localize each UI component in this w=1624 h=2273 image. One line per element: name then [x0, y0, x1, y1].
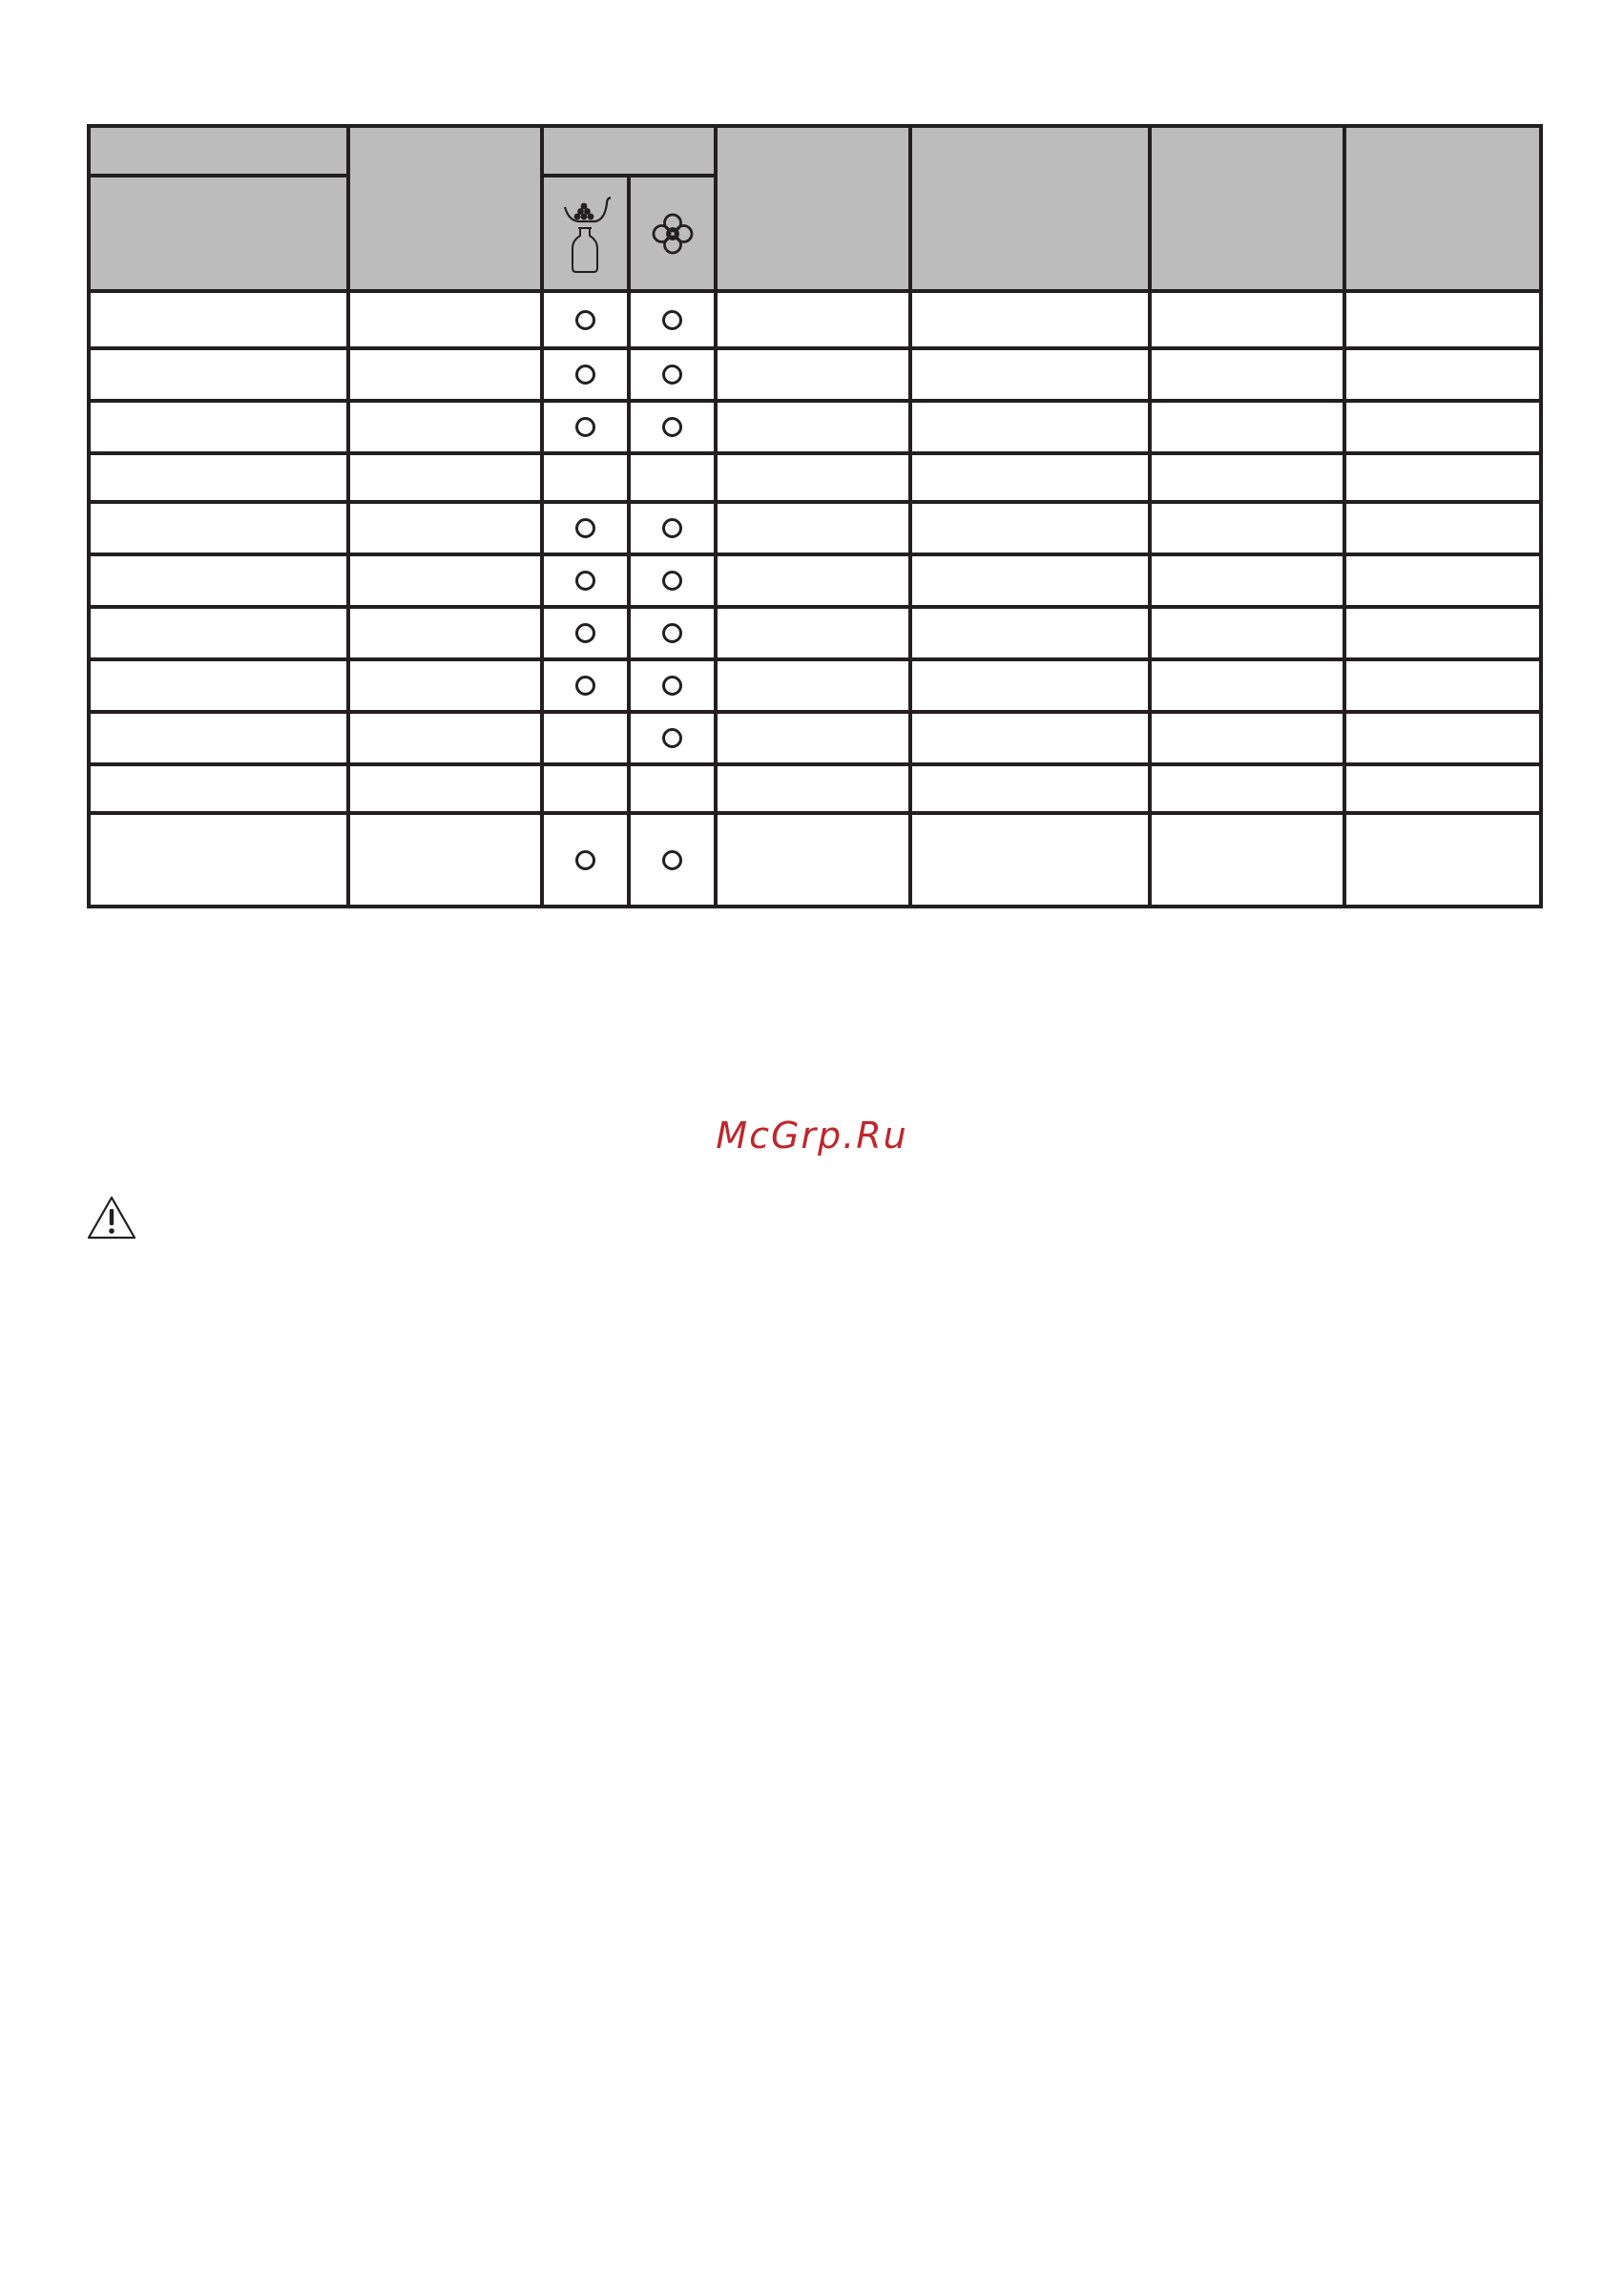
table-cell — [348, 502, 542, 554]
detergent-mark-icon — [575, 676, 595, 696]
softener-cell — [629, 813, 716, 907]
softener-mark-icon — [662, 310, 682, 330]
table-cell — [89, 291, 348, 348]
table-row — [89, 659, 1541, 712]
detergent-cell — [542, 712, 629, 764]
table-cell — [1150, 291, 1344, 348]
softener-cell — [629, 291, 716, 348]
header-cell-softener — [629, 176, 716, 291]
table-cell — [89, 813, 348, 907]
softener-cell — [629, 659, 716, 712]
table-cell — [910, 401, 1150, 453]
softener-cell — [629, 401, 716, 453]
softener-mark-icon — [662, 850, 682, 870]
detergent-mark-icon — [575, 417, 595, 437]
table-cell — [1344, 291, 1541, 348]
header-cell-program — [89, 126, 348, 176]
program-table — [87, 124, 1543, 908]
table-row — [89, 453, 1541, 502]
table-cell — [716, 453, 910, 502]
header-cell-subprogram — [89, 176, 348, 291]
detergent-cell — [542, 764, 629, 813]
table-cell — [1344, 764, 1541, 813]
table-cell — [1150, 764, 1344, 813]
softener-mark-icon — [662, 623, 682, 643]
table-row — [89, 607, 1541, 659]
table-row — [89, 554, 1541, 607]
table-cell — [1344, 712, 1541, 764]
table-cell — [910, 554, 1150, 607]
softener-cell — [629, 502, 716, 554]
table-cell — [89, 502, 348, 554]
table-cell — [910, 813, 1150, 907]
table-cell — [1344, 607, 1541, 659]
detergent-mark-icon — [575, 365, 595, 385]
table-cell — [1150, 554, 1344, 607]
table-cell — [1344, 659, 1541, 712]
table-cell — [348, 764, 542, 813]
softener-cell — [629, 607, 716, 659]
table-cell — [716, 813, 910, 907]
header-cell-compartments — [542, 126, 716, 176]
table-cell — [89, 712, 348, 764]
table-cell — [910, 607, 1150, 659]
detergent-mark-icon — [575, 623, 595, 643]
table-row — [89, 401, 1541, 453]
table-row — [89, 813, 1541, 907]
table-cell — [89, 554, 348, 607]
warning-icon — [86, 1195, 137, 1241]
table-cell — [348, 607, 542, 659]
header-cell-col5 — [716, 126, 910, 291]
softener-mark-icon — [662, 518, 682, 538]
table-cell — [1150, 502, 1344, 554]
table-row — [89, 291, 1541, 348]
detergent-cell — [542, 607, 629, 659]
table-cell — [716, 348, 910, 401]
table-row — [89, 764, 1541, 813]
table-cell — [1150, 607, 1344, 659]
table-cell — [716, 764, 910, 813]
table-cell — [348, 348, 542, 401]
softener-cell — [629, 348, 716, 401]
table-cell — [716, 659, 910, 712]
table-cell — [910, 712, 1150, 764]
detergent-cell — [542, 813, 629, 907]
softener-cell — [629, 554, 716, 607]
header-cell-detergent — [542, 176, 629, 291]
detergent-cell — [542, 502, 629, 554]
detergent-mark-icon — [575, 518, 595, 538]
table-cell — [716, 712, 910, 764]
header-cell-col6 — [910, 126, 1150, 291]
detergent-mark-icon — [575, 850, 595, 870]
table-cell — [1344, 348, 1541, 401]
table-cell — [89, 401, 348, 453]
table-cell — [89, 348, 348, 401]
table-cell — [910, 764, 1150, 813]
table-cell — [348, 813, 542, 907]
detergent-softener-icon — [557, 194, 614, 274]
table-cell — [716, 607, 910, 659]
softener-mark-icon — [662, 417, 682, 437]
table-cell — [1150, 401, 1344, 453]
softener-mark-icon — [662, 571, 682, 591]
table-row — [89, 712, 1541, 764]
softener-mark-icon — [662, 728, 682, 748]
detergent-cell — [542, 401, 629, 453]
table-cell — [910, 453, 1150, 502]
softener-cell — [629, 764, 716, 813]
header-cell-col7 — [1150, 126, 1344, 291]
header-cell-col8 — [1344, 126, 1541, 291]
table-cell — [1150, 712, 1344, 764]
detergent-cell — [542, 291, 629, 348]
table-cell — [716, 291, 910, 348]
softener-flower-icon — [650, 211, 696, 257]
softener-mark-icon — [662, 365, 682, 385]
table-cell — [1344, 401, 1541, 453]
table-cell — [1344, 453, 1541, 502]
table-cell — [1150, 659, 1344, 712]
detergent-cell — [542, 659, 629, 712]
watermark-text: McGrp.Ru — [716, 1115, 908, 1157]
table-cell — [89, 453, 348, 502]
table-cell — [1150, 453, 1344, 502]
table-cell — [1344, 554, 1541, 607]
table-cell — [348, 554, 542, 607]
table-cell — [716, 401, 910, 453]
table-cell — [910, 348, 1150, 401]
table-cell — [348, 712, 542, 764]
softener-cell — [629, 453, 716, 502]
table-cell — [89, 659, 348, 712]
detergent-cell — [542, 348, 629, 401]
softener-mark-icon — [662, 676, 682, 696]
table-cell — [348, 291, 542, 348]
table-cell — [348, 401, 542, 453]
detergent-mark-icon — [575, 310, 595, 330]
table-row — [89, 502, 1541, 554]
table-cell — [910, 502, 1150, 554]
table-cell — [348, 453, 542, 502]
table-cell — [716, 554, 910, 607]
table-cell — [89, 764, 348, 813]
table-cell — [89, 607, 348, 659]
table-cell — [348, 659, 542, 712]
detergent-mark-icon — [575, 571, 595, 591]
table-cell — [1344, 813, 1541, 907]
detergent-cell — [542, 453, 629, 502]
table-row — [89, 348, 1541, 401]
table-cell — [1150, 813, 1344, 907]
table-cell — [1150, 348, 1344, 401]
table-cell — [910, 659, 1150, 712]
table-cell — [716, 502, 910, 554]
softener-cell — [629, 712, 716, 764]
detergent-cell — [542, 554, 629, 607]
table-cell — [1344, 502, 1541, 554]
table-cell — [910, 291, 1150, 348]
header-cell-col2 — [348, 126, 542, 291]
